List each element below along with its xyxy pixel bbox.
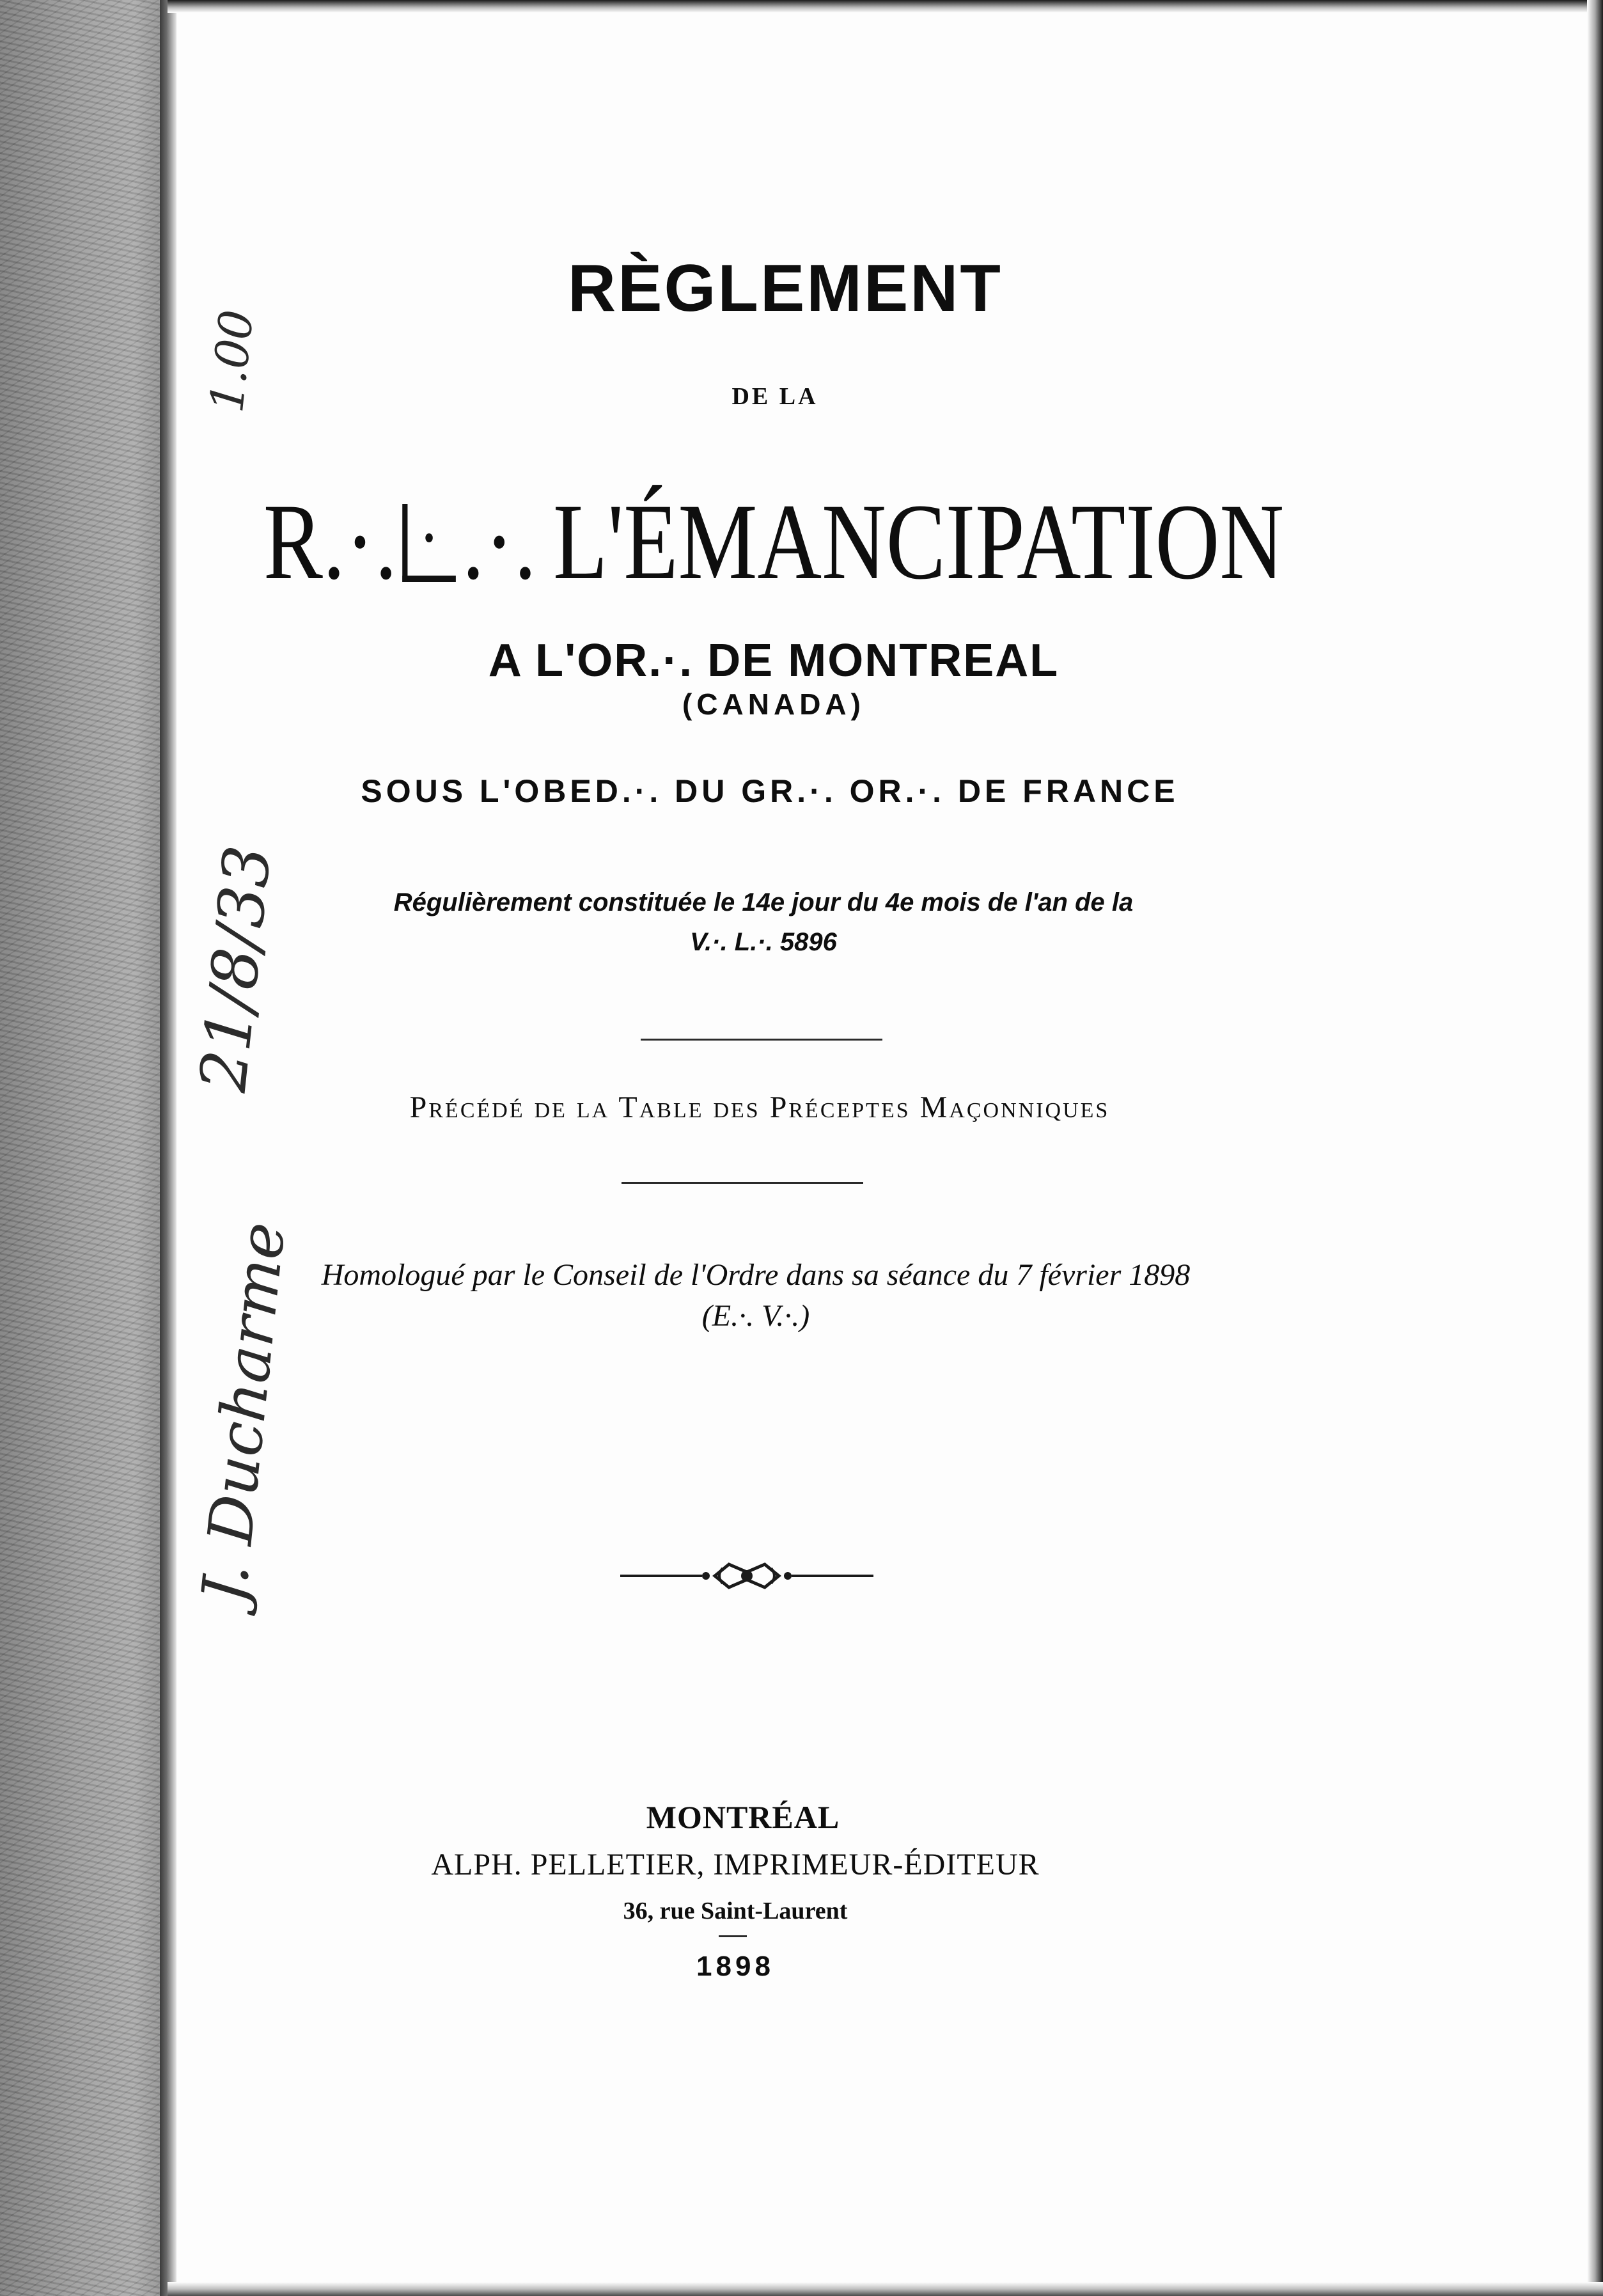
imprint-address: 36, rue Saint-Laurent	[623, 1898, 848, 1924]
title-connector: DE LA	[731, 383, 818, 410]
lodge-symbol-icon	[402, 504, 456, 582]
binding-strip	[0, 0, 168, 2296]
constitution-note: Régulièrement constituée le 14e jour du 4e mois de l'an de la V.·. L.·. 5896	[393, 888, 1134, 956]
preceded-line: Précédé de la Table des Préceptes Maçonniques	[409, 1090, 1110, 1124]
binding-edge-shadow	[160, 0, 176, 2296]
lodge-suffix: .·.	[462, 482, 536, 602]
homologation-note: Homologué par le Conseil de l'Ordre dans sa séance du 7 février 1898 (E.·. V.·.)	[321, 1258, 1191, 1333]
scan-right-border	[1587, 0, 1603, 2296]
lodge-heading	[263, 482, 1285, 602]
lodge-prefix: R.·.	[263, 482, 398, 602]
imprint-year: 1898	[696, 1951, 774, 1982]
imprint-place: MONTRÉAL	[646, 1799, 840, 1835]
scan-bottom-border	[168, 2282, 1603, 2296]
divider-rule	[622, 1182, 863, 1184]
divider-rule	[641, 1039, 882, 1041]
handwritten-owner-name: J. Ducharme	[188, 1218, 299, 1607]
handwritten-price: 1.00	[199, 307, 264, 415]
country-line: (CANADA)	[682, 688, 865, 721]
divider-rule	[719, 1935, 747, 1937]
document-title: RÈGLEMENT	[568, 251, 1003, 326]
scan-top-border	[168, 0, 1603, 13]
handwritten-date: 21/8/33	[185, 842, 286, 1096]
orient-line: A L'OR.·. DE MONTREAL	[488, 635, 1060, 686]
lodge-name: L'ÉMANCIPATION	[553, 482, 1285, 602]
ornament-divider-icon	[620, 1555, 873, 1596]
obedience-line: SOUS L'OBED.·. DU GR.·. OR.·. DE FRANCE	[361, 773, 1179, 809]
imprint-publisher: ALPH. PELLETIER, IMPRIMEUR-ÉDITEUR	[431, 1848, 1040, 1882]
